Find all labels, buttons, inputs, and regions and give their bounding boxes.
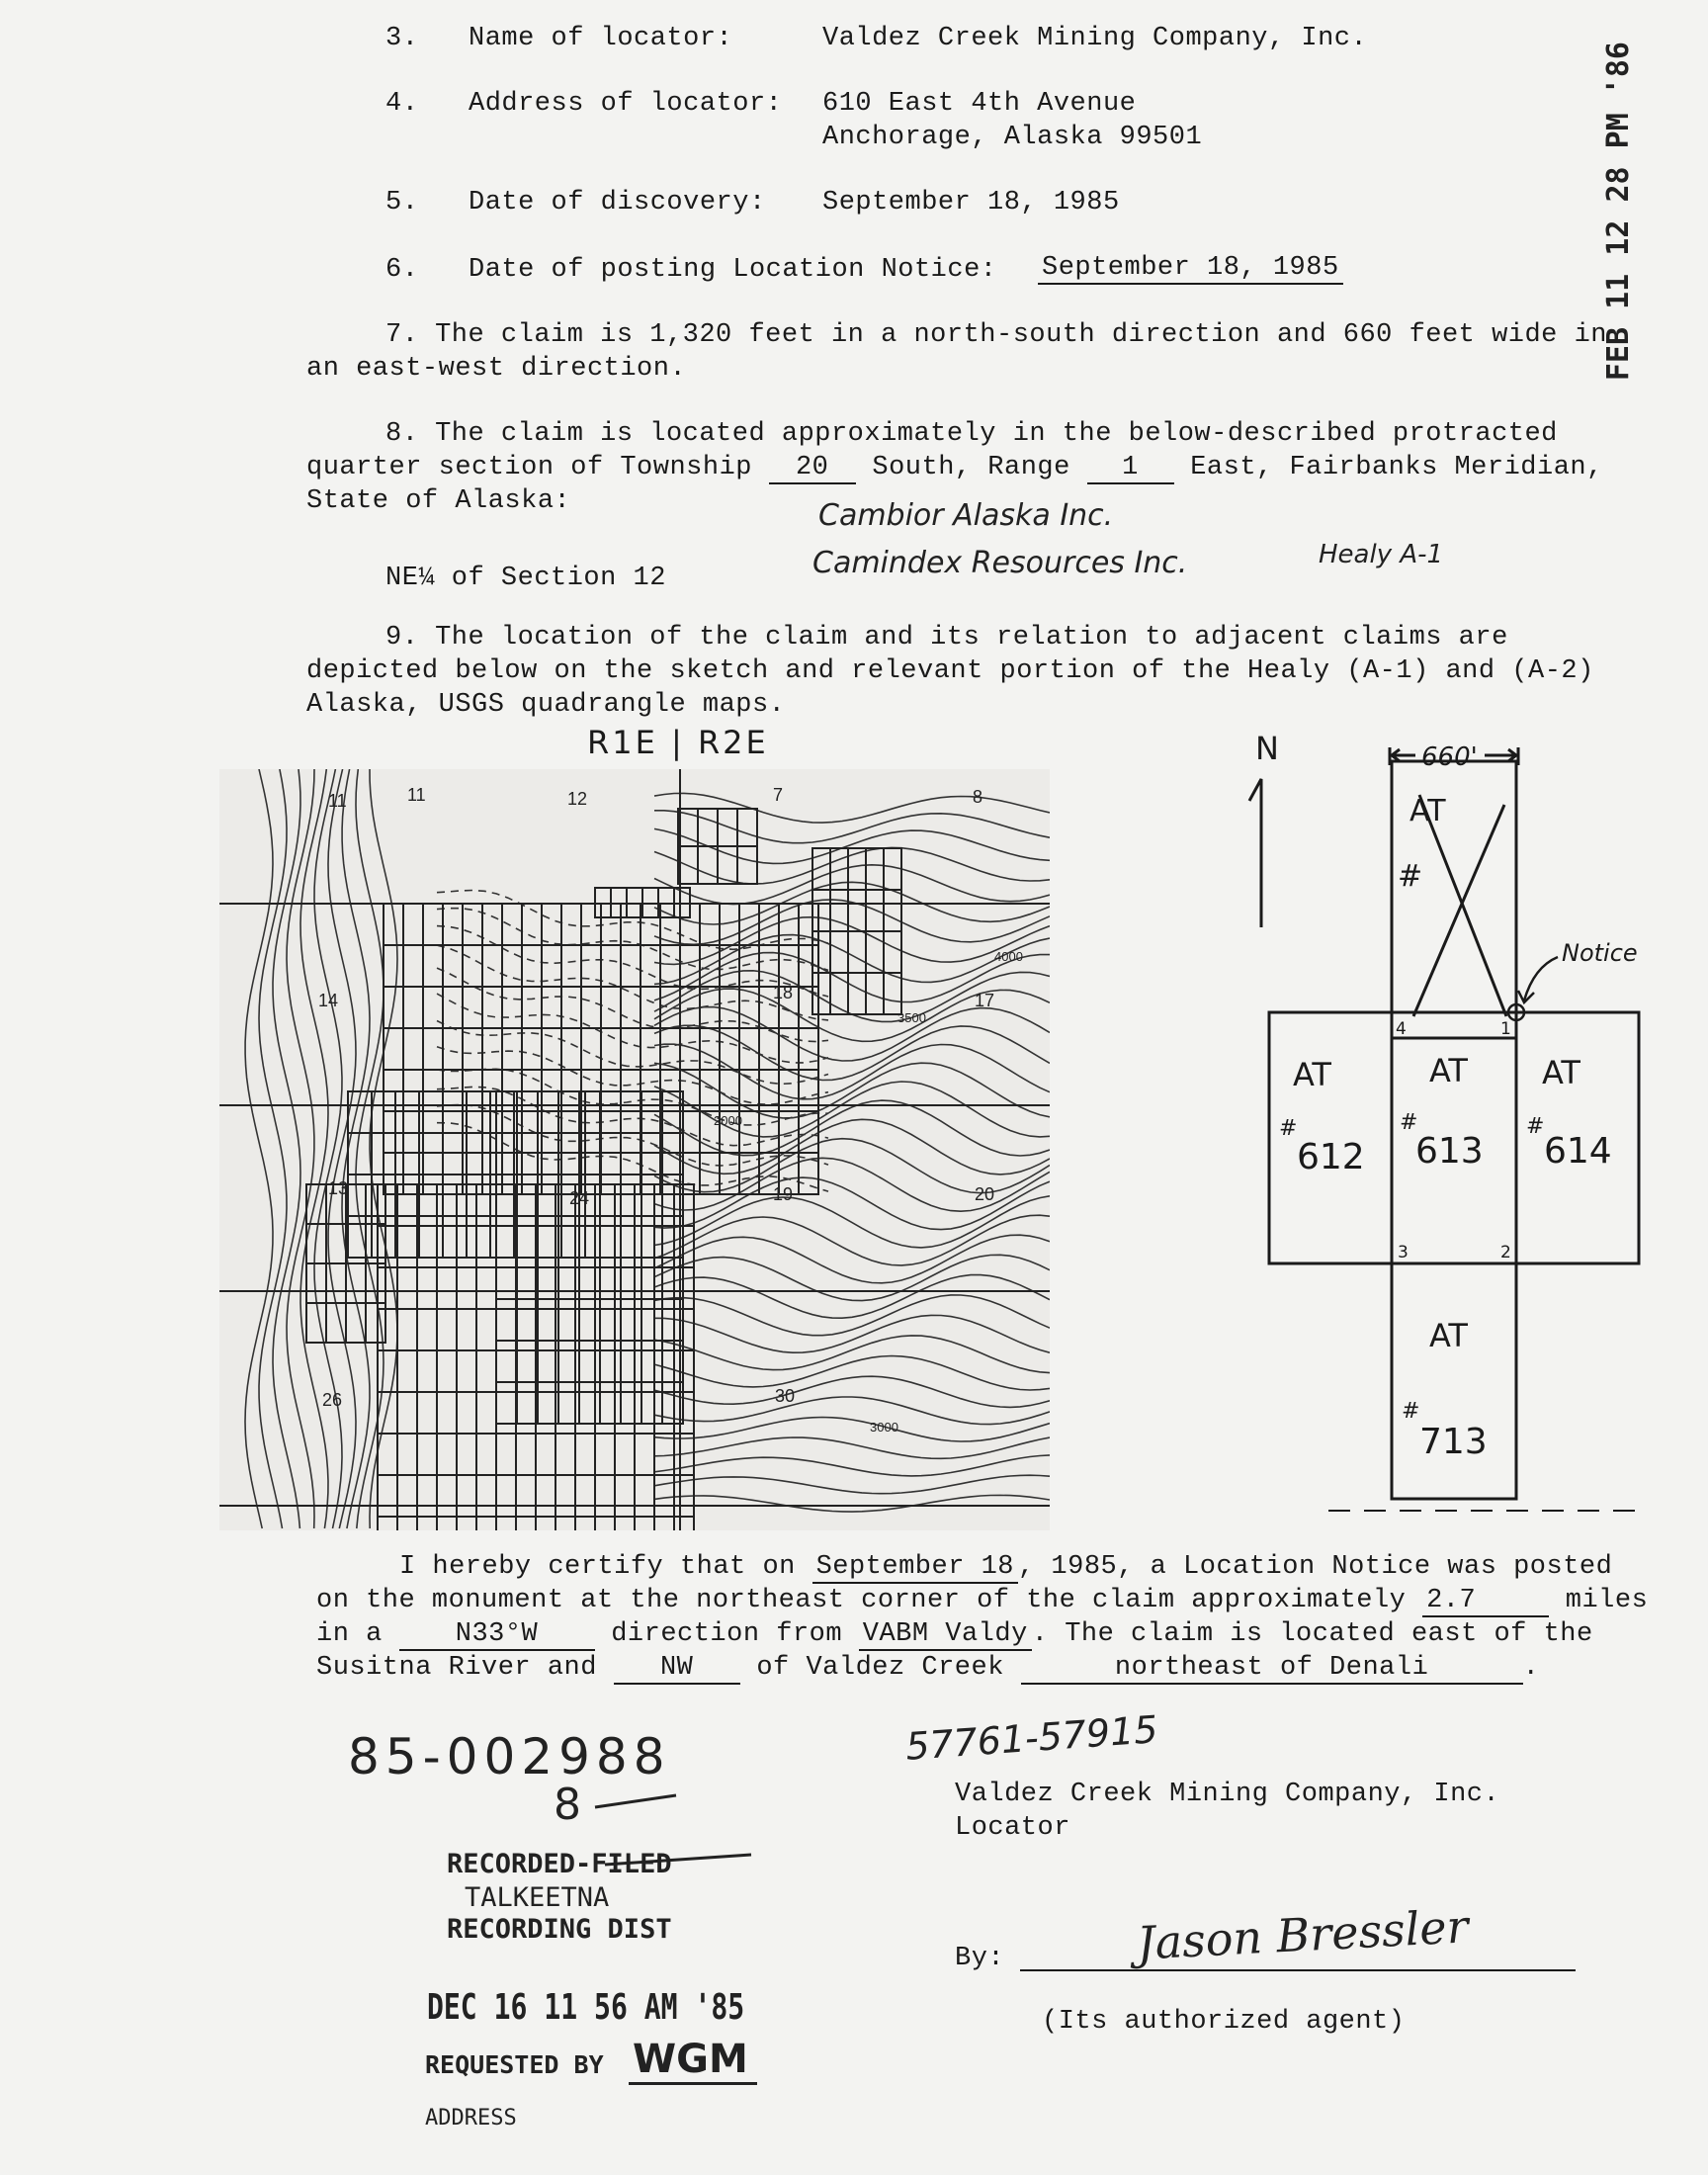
section-label: 26 <box>322 1390 343 1410</box>
signatory-company: Valdez Creek Mining Company, Inc. <box>955 1780 1500 1809</box>
signature: Jason Bressler <box>1135 1899 1470 1970</box>
document-number: 85-002988 <box>348 1728 671 1785</box>
certificate-text: , 1985, a Location Notice was posted <box>1018 1552 1613 1582</box>
north-label: N <box>1255 730 1279 767</box>
corner-label: 2 <box>1500 1243 1511 1262</box>
handwritten-company-1: Cambior Alaska Inc. <box>818 498 1114 533</box>
direction-value: N33°W <box>399 1619 595 1651</box>
certificate-line1 <box>399 1552 1612 1584</box>
claim-number: 614 <box>1544 1131 1612 1172</box>
sketch-lines <box>1249 747 1641 1511</box>
certificate-text: of Valdez Creek <box>756 1653 1004 1683</box>
certificate-line4 <box>316 1653 1539 1685</box>
item-9-line3: Alaska, USGS quadrangle maps. <box>306 690 786 720</box>
period: . <box>1522 1653 1540 1683</box>
cross-out <box>1413 805 1504 1016</box>
certificate-text: miles <box>1565 1586 1649 1615</box>
item-8-line1: 8. The claim is located approximately in the below-described protracted <box>385 419 1558 449</box>
reference-number: 57761-57915 <box>903 1707 1159 1769</box>
section-label: 11 <box>328 791 347 811</box>
handwritten-quad: Healy A-1 <box>1319 540 1444 569</box>
requested-by-line <box>629 2082 757 2085</box>
certificate-line2 <box>316 1586 1648 1617</box>
strikethrough <box>603 1851 761 1870</box>
range-label: R1E | R2E <box>587 724 769 761</box>
item-8-line2 <box>306 453 1603 484</box>
width-label: 660' <box>1421 742 1478 772</box>
claim-box-713 <box>1392 1263 1516 1499</box>
item-7-line2: an east-west direction. <box>306 354 687 384</box>
item-8-pre: quarter section of Township <box>306 453 752 482</box>
north-arrow <box>1249 779 1261 927</box>
section-label: 20 <box>975 1184 995 1204</box>
item-5-label: Date of discovery: <box>469 188 766 218</box>
relative-direction: NW <box>614 1653 740 1685</box>
section-description: NE¼ of Section 12 <box>385 564 666 593</box>
item-6-label: Date of posting Location Notice: <box>469 255 997 285</box>
hash-mark: # <box>1526 1114 1545 1139</box>
certificate-text: Susitna River and <box>316 1653 597 1683</box>
signatory-role: Locator <box>955 1813 1070 1843</box>
section-label: 24 <box>569 1188 590 1208</box>
claim-prefix: AT <box>1429 1052 1468 1089</box>
stamp-requested-by: WGM <box>633 2037 748 2082</box>
stamp-date: DEC 16 11 56 AM '85 <box>427 1987 745 2028</box>
distance-value: 2.7 <box>1422 1586 1549 1617</box>
topographic-map <box>219 769 1050 1530</box>
underline-stroke <box>593 1791 682 1811</box>
handwritten-company-2: Camindex Resources Inc. <box>812 546 1188 580</box>
hash-mark: # <box>1400 1110 1418 1135</box>
corner-label: 1 <box>1500 1019 1511 1039</box>
locator-name: Valdez Creek Mining Company, Inc. <box>822 24 1368 53</box>
certificate-text: I hereby certify that on <box>399 1552 796 1582</box>
authorized-agent-label: (Its authorized agent) <box>1042 2007 1406 2037</box>
posting-date-wrap <box>1038 253 1343 285</box>
claim-prefix: AT <box>1293 1056 1331 1093</box>
section-label: 8 <box>973 787 983 807</box>
document-sub-number: 8 <box>554 1780 581 1830</box>
contour-label: 3000 <box>870 1420 898 1435</box>
section-label: 11 <box>407 785 426 805</box>
stamp-requested-label: REQUESTED BY <box>425 2050 604 2079</box>
location-description: northeast of Denali <box>1021 1653 1523 1685</box>
item-5-number: 5. <box>385 188 419 218</box>
corner-label: 4 <box>1396 1019 1407 1039</box>
certificate-text: on the monument at the northeast corner of the claim approximately <box>316 1586 1407 1615</box>
stamp-district-name: TALKEETNA <box>465 1882 610 1913</box>
claim-prefix: AT <box>1429 1317 1468 1354</box>
locator-address-line1: 610 East 4th Avenue <box>822 89 1137 119</box>
item-8-line3: State of Alaska: <box>306 486 571 516</box>
claim-number: # <box>1398 859 1423 894</box>
stamp-recording-district: RECORDING DIST <box>447 1914 672 1945</box>
claim-number: 613 <box>1415 1131 1484 1172</box>
item-7-line1: 7. The claim is 1,320 feet in a north-south direction and 660 feet wide in <box>385 320 1607 350</box>
claim-number: 612 <box>1297 1137 1365 1177</box>
item-8-mid: South, Range <box>872 453 1070 482</box>
discovery-date: September 18, 1985 <box>822 188 1120 218</box>
contour-label: 2000 <box>714 1113 742 1128</box>
notice-label: Notice <box>1562 939 1638 967</box>
posting-date: September 18, 1985 <box>1038 253 1343 285</box>
item-9-line2: depicted below on the sketch and relevant portion of the Healy (A-1) and (A-2) <box>306 656 1594 686</box>
item-6-number: 6. <box>385 255 419 285</box>
claim-prefix: AT <box>1409 794 1446 828</box>
notice-date: September 18 <box>812 1552 1018 1584</box>
hash-mark: # <box>1279 1116 1298 1141</box>
claim-number: 713 <box>1419 1422 1488 1462</box>
section-label: 7 <box>773 785 784 805</box>
section-label: 30 <box>775 1386 796 1406</box>
reference-point: VABM Valdy <box>859 1619 1032 1651</box>
item-4-number: 4. <box>385 89 419 119</box>
sketch-labels <box>1255 730 1638 1462</box>
side-recording-stamp: FEB 11 12 28 PM '86 <box>1601 42 1636 382</box>
item-4-label: Address of locator: <box>469 89 783 119</box>
section-label: 18 <box>773 983 794 1002</box>
contour-label: 3500 <box>897 1010 926 1025</box>
by-label: By: <box>955 1944 1005 1973</box>
item-3-number: 3. <box>385 24 419 53</box>
claim-prefix: AT <box>1542 1054 1580 1091</box>
section-label: 13 <box>328 1178 349 1198</box>
stamp-address-label: ADDRESS <box>425 2106 517 2131</box>
certificate-text: . The claim is located east of the <box>1031 1619 1593 1649</box>
hash-mark: # <box>1402 1399 1420 1424</box>
certificate-line3 <box>316 1619 1593 1651</box>
item-9-line1: 9. The location of the claim and its relation to adjacent claims are <box>385 623 1508 652</box>
stamp-recorded-filed: RECORDED-FILED <box>447 1849 672 1879</box>
certificate-text: direction from <box>611 1619 843 1649</box>
section-label: 19 <box>773 1184 794 1204</box>
certificate-text: in a <box>316 1619 383 1649</box>
corner-label: 3 <box>1398 1243 1409 1262</box>
signature-line <box>1020 1969 1576 1971</box>
township-value: 20 <box>769 453 856 484</box>
locator-address-line2: Anchorage, Alaska 99501 <box>822 123 1203 152</box>
section-label: 14 <box>318 991 339 1010</box>
section-label: 12 <box>567 789 588 809</box>
claim-sketch <box>1226 720 1661 1521</box>
section-label: 17 <box>975 991 995 1010</box>
item-8-post: East, Fairbanks Meridian, <box>1190 453 1603 482</box>
item-3-label: Name of locator: <box>469 24 733 53</box>
range-value: 1 <box>1087 453 1174 484</box>
contour-label: 4000 <box>994 949 1023 964</box>
